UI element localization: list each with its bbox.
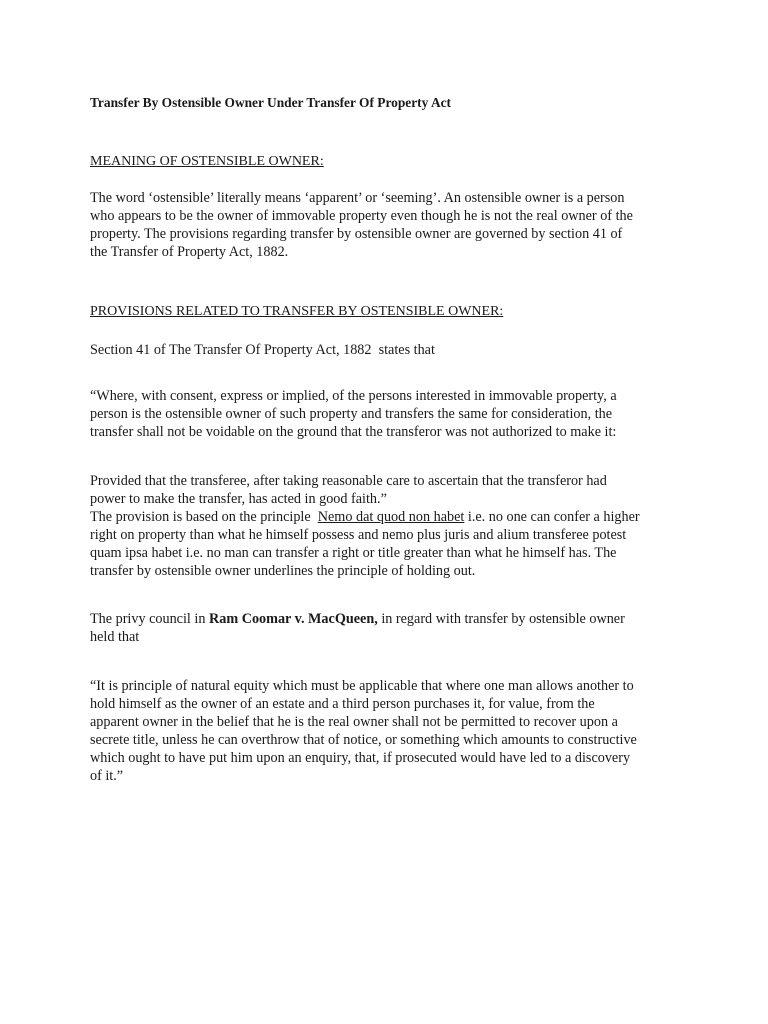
quote2-line-5: which ought to have put him upon an enquiry, that, if prosecuted would have led to a discovery [90,750,631,766]
privy-line-1-rest: in regard with transfer by ostensible owner [377,611,625,627]
meaning-line-3: property. The provisions regarding transfer by ostensible owner are governed by section 41 of [90,226,623,242]
principle-text-before: The provision is based on the principle [90,509,318,525]
quote2-line-1: “It is principle of natural equity which must be applicable that where one man allows another to [90,678,634,694]
privy-line-1 [90,610,685,628]
privy-line-2: held that [90,629,140,645]
quote1-line-2: person is the ostensible owner of such property and transfers the same for consideration, the [90,406,613,422]
principle-line-1-rest: i.e. no one can confer a higher [464,509,640,525]
quote2-line-4: secrete title, unless he can overthrow that of notice, or something which amounts to constructive [90,732,637,748]
section41-intro: Section 41 of The Transfer Of Property Act, 1882 states that [90,342,435,358]
section-heading-provisions: PROVISIONS RELATED TO TRANSFER BY OSTENSIBLE OWNER: [90,304,504,319]
meaning-line-4: the Transfer of Property Act, 1882. [90,244,289,260]
meaning-line-2: who appears to be the owner of immovable property even though he is not the real owner of the [90,208,633,224]
meaning-paragraph [90,189,685,261]
proviso-line-1: Provided that the transferee, after taking reasonable care to ascertain that the transferor had [90,473,607,489]
quote2-line-3: apparent owner in the belief that he is the real owner shall not be permitted to recover upon a [90,714,618,730]
quote1-line-3: transfer shall not be voidable on the ground that the transferor was not authorized to make it: [90,424,617,440]
quote2-line-2: hold himself as the owner of an estate and a third person purchases it, for value, from the [90,696,595,712]
principle-line-2: right on property than what he himself possess and nemo plus juris and alium transferee potest [90,527,627,543]
meaning-line-1: The word ‘ostensible’ literally means ‘apparent’ or ‘seeming’. An ostensible owner is a person [90,190,625,206]
latin-maxim: Nemo dat quod non habet [317,509,465,525]
case-name: Ram Coomar v. MacQueen, [209,611,378,627]
quote2-line-6: of it.” [90,768,124,784]
principle-line-3: quam ipsa habet i.e. no man can transfer a right or title greater than what he himself has. The [90,545,617,561]
proviso-line-2: power to make the transfer, has acted in good faith.” [90,491,387,507]
principle-line-1 [90,508,685,526]
quote1-line-1: “Where, with consent, express or implied, of the persons interested in immovable property, a [90,388,617,404]
proviso-paragraph [90,472,685,508]
principle-paragraph [90,508,685,580]
section41-quote [90,387,685,441]
document-title: Transfer By Ostensible Owner Under Transfer Of Property Act [90,95,452,110]
section-heading-meaning: MEANING OF OSTENSIBLE OWNER: [90,154,324,169]
privy-council-quote [90,677,685,785]
privy-text-before: The privy council in [90,611,209,627]
principle-line-4: transfer by ostensible owner underlines the principle of holding out. [90,563,476,579]
privy-council-paragraph [90,610,685,646]
